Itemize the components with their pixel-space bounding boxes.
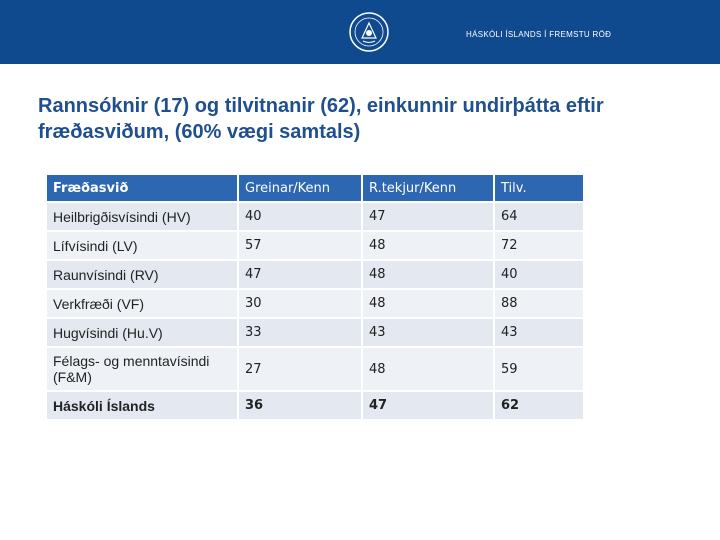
- column-header-citations: Tilv.: [495, 175, 583, 201]
- row-label: Verkfræði (VF): [47, 290, 237, 317]
- table-header-row: [47, 175, 583, 201]
- university-seal-icon: [349, 12, 389, 52]
- table-row: [47, 290, 583, 317]
- table-row: [47, 261, 583, 288]
- table-row: [47, 203, 583, 230]
- row-label: Lífvísindi (LV): [47, 232, 237, 259]
- research-income-value: 47: [363, 203, 493, 230]
- table-row: [47, 319, 583, 346]
- articles-value: 57: [239, 232, 361, 259]
- column-header-field: Fræðasvið: [47, 175, 237, 201]
- research-income-value: 43: [363, 319, 493, 346]
- table-total-row: [47, 392, 583, 419]
- header-tagline: HÁSKÓLI ÍSLANDS Í FREMSTU RÖÐ: [466, 30, 612, 39]
- total-citations-value: 62: [495, 392, 583, 419]
- research-income-value: 48: [363, 232, 493, 259]
- citations-value: 43: [495, 319, 583, 346]
- articles-value: 33: [239, 319, 361, 346]
- articles-value: 47: [239, 261, 361, 288]
- citations-value: 72: [495, 232, 583, 259]
- table-row: [47, 348, 583, 390]
- header-bar: [0, 0, 720, 64]
- column-header-research-income: R.tekjur/Kenn: [363, 175, 493, 201]
- row-label: Raunvísindi (RV): [47, 261, 237, 288]
- citations-value: 88: [495, 290, 583, 317]
- research-income-value: 48: [363, 261, 493, 288]
- row-label: Félags- og menntavísindi (F&M): [47, 348, 237, 390]
- table-row: [47, 232, 583, 259]
- column-header-articles: Greinar/Kenn: [239, 175, 361, 201]
- total-research-income-value: 47: [363, 392, 493, 419]
- total-articles-value: 36: [239, 392, 361, 419]
- articles-value: 40: [239, 203, 361, 230]
- total-label: Háskóli Íslands: [47, 392, 237, 419]
- grades-table: [45, 173, 585, 421]
- articles-value: 27: [239, 348, 361, 390]
- citations-value: 59: [495, 348, 583, 390]
- research-income-value: 48: [363, 348, 493, 390]
- slide-title: Rannsóknir (17) og tilvitnanir (62), einkunnir undirþátta eftir fræðasviðum, (60% vægi samtals): [38, 95, 604, 143]
- row-label: Hugvísindi (Hu.V): [47, 319, 237, 346]
- row-label: Heilbrigðisvísindi (HV): [47, 203, 237, 230]
- citations-value: 40: [495, 261, 583, 288]
- citations-value: 64: [495, 203, 583, 230]
- articles-value: 30: [239, 290, 361, 317]
- research-income-value: 48: [363, 290, 493, 317]
